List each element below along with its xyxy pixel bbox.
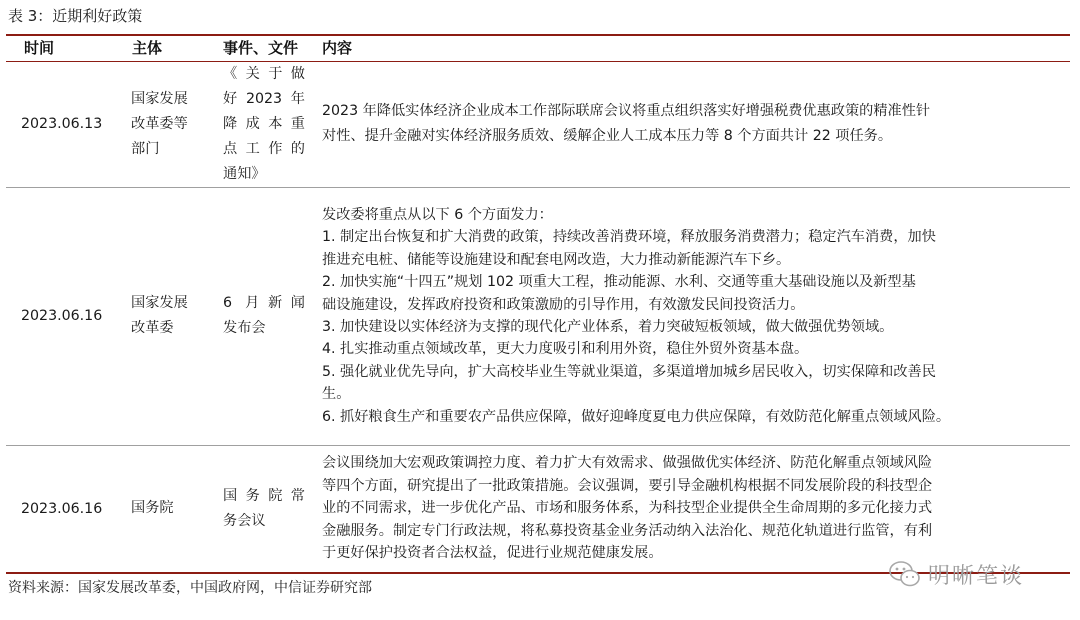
table-title: 表 3：近期利好政策 (8, 7, 143, 25)
watermark (888, 556, 1068, 592)
row-subject: 国家发展 改革委 (131, 295, 188, 336)
row-content: 发改委将重点从以下 6 个方面发力： 1. 制定出台恢复和扩大消费的政策，持续改善消费环境，释放服务消费潜力；稳定汽车消费，加快 推进充电桩、储能等设施建设和配套电网改造，大力推动新能源汽车下乡。 2. 加快实施“十四五”规划 102 项重大工程，推动能源、水利、交通等重大基础设施以及新型基 础设施建设，发挥政府投资和政策激励的引导作用，有效激发民间投资活力。 3. 加快建设以实体经济为支撑的现代化产业体系，着力突破短板领域，做大做强优势领域。 4. 扎实推动重点领域改革，更大力度吸引和利用外资，稳住外贸外资基本盘。 5. 强化就业优先导向，扩大高校毕业生等就业渠道，多渠道增加城乡居民收入，切实保障和改善民 生。 6. 抓好粮食生产和重要农产品供应保障，做好迎峰度夏电力供应保障，有效防范化解重点领域风险。 (322, 206, 951, 425)
row-content: 2023 年降低实体经济企业成本工作部际联席会议将重点组织落实好增强税费优惠政策的精准性针 对性、提升金融对实体经济服务质效、缓解企业人工成本压力等 8 个方面共计 22 项任务。 (322, 103, 931, 144)
row-event: 《关于做 好2023年 降成本重 点工作的 通知》 (223, 65, 305, 182)
table-row (6, 188, 1070, 444)
row-date: 2023.06.16 (21, 308, 103, 324)
header-content: 内容 (322, 39, 353, 57)
header-event: 事件、文件 (223, 39, 299, 57)
table-row (6, 446, 1070, 571)
table-top-rule (6, 34, 1070, 36)
row-date: 2023.06.13 (21, 116, 103, 132)
table-row (6, 62, 1070, 186)
row-subject: 国务院 (131, 500, 174, 516)
row-content: 会议围绕加大宏观政策调控力度、着力扩大有效需求、做强做优实体经济、防范化解重点领域风险 等四个方面，研究提出了一批政策措施。会议强调，要引导金融机构根据不同发展阶段的科技型企 业的不同需求，进一步优化产品、市场和服务体系，为科技型企业提供全生命周期的多元化接力式 金融服务。制定专门行政法规，将私募投资基金业务活动纳入法治化、规范化轨道进行监管，有利 于更好保护投资者合法权益，促进行业规范健康发展。 (322, 455, 933, 562)
header-subject: 主体 (132, 39, 163, 57)
watermark-text: 明晰笔谈 (928, 563, 1025, 589)
row-subject: 国家发展 改革委等 部门 (131, 90, 188, 157)
row-event: 国务院常 务会议 (223, 487, 305, 529)
row-date: 2023.06.16 (21, 500, 103, 517)
wechat-icon (888, 559, 922, 589)
source-note: 资料来源：国家发展改革委，中国政府网，中信证券研究部 (8, 580, 372, 596)
row-event: 6 月新闻 发布会 (223, 295, 305, 336)
header-time: 时间 (24, 39, 55, 57)
